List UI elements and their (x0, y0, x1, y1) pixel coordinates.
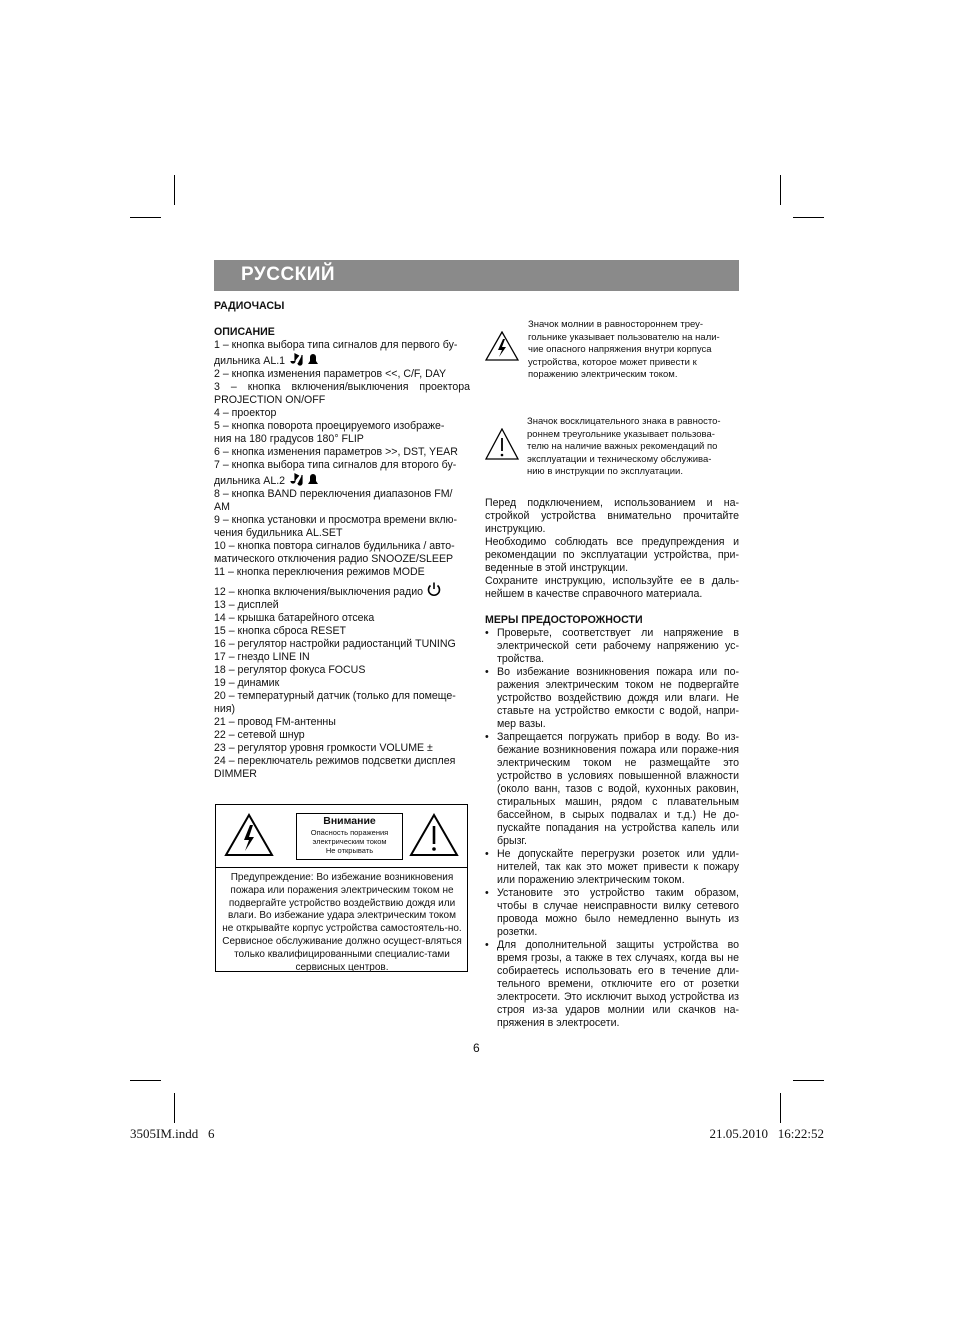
list-item: 18 – регулятор фокуса FOCUS (214, 664, 366, 676)
list-item: 5 – кнопка поворота проецируемого изображе- (214, 420, 445, 432)
precaution-item: • Не допускайте перегрузки розеток или удли-нителей, так как это может привести к пожару или поражению электрическим током. (485, 848, 739, 887)
text-line: устройства, которое может привести к (528, 356, 697, 368)
list-item: 2 – кнопка изменения параметров <<, C/F, DAY (214, 368, 447, 380)
section-header (214, 260, 739, 291)
description-list (214, 339, 470, 781)
list-item: 9 – кнопка установки и просмотра времени вклю- (214, 514, 457, 526)
list-item: 15 – кнопка сброса RESET (214, 625, 346, 637)
list-item: 1 – кнопка выбора типа сигналов для первого бу- (214, 339, 458, 351)
footer-datetime: 21.05.2010 16:22:52 (709, 1126, 824, 1141)
text-line: Значок молнии в равностороннем треу- (528, 319, 704, 330)
list-item: ния на 180 градусов 180° FLIP (214, 433, 364, 445)
right-column (485, 497, 739, 1030)
crop-mark (130, 217, 161, 218)
alarm-tone-icon (288, 472, 320, 486)
list-item: 4 – проектор (214, 407, 277, 419)
precaution-item: • Проверьте, соответствует ли напряжение в электрической сети рабочему напряжению ус-тройства. (485, 627, 739, 666)
warning-text: Предупреждение: Во избежание возникновения пожара или поражения электрическим током не подвергайте устройство воздействию дождя или влаги. Во избежание удара электрическим током не открывайте корпус устройства самостоятель-но. Сервисное обслуживание должно осущест-вляться только квалифицированными специалис-тами сервисных центров. (222, 872, 462, 973)
list-item: 3 – кнопка включения/выключения проектора (214, 381, 470, 393)
list-item: 8 – кнопка BAND переключения диапазонов FM/ (214, 488, 453, 500)
list-item: DIMMER (214, 768, 257, 780)
attention-label (296, 813, 403, 860)
attention-line: Опасность поражения (310, 828, 389, 837)
crop-mark (174, 1093, 175, 1123)
list-item: дильника AL.1 (214, 352, 470, 368)
power-icon (426, 581, 442, 597)
alarm-tone-icon (288, 352, 320, 366)
list-item: 13 – дисплей (214, 599, 279, 611)
lightning-warning-icon (224, 813, 274, 857)
text-line: гольнике указывает пользователю на нали- (528, 331, 720, 343)
intro-paragraph: Сохраните инструкцию, используйте ее в даль-нейшем в качестве справочного материала. (485, 575, 739, 600)
list-item: 17 – гнездо LINE IN (214, 651, 310, 663)
list-item: AM (214, 501, 230, 513)
crop-mark (793, 1080, 824, 1081)
list-item: 12 – кнопка включения/выключения радио (214, 581, 470, 599)
list-item: 22 – сетевой шнур (214, 729, 305, 741)
list-item: дильника AL.2 (214, 472, 470, 488)
exclamation-description (527, 416, 739, 479)
list-item: 20 – температурный датчик (только для помеще- (214, 690, 456, 702)
precaution-item: • Во избежание возникновения пожара или по-ражения электрическим током не подвергайте устройство воздействию дождя или влаги. Не ставьте на устройство емкости с водой, напри-мер вазы. (485, 666, 739, 731)
footer-file: 3505IM.indd 6 (130, 1126, 215, 1141)
list-item: 23 – регулятор уровня громкости VOLUME ± (214, 742, 433, 754)
list-item: 21 – провод FM-антенны (214, 716, 336, 728)
crop-mark (780, 1093, 781, 1123)
attention-line: электрическим током (312, 837, 387, 846)
attention-line: Не открывать (325, 846, 374, 855)
list-item: 7 – кнопка выбора типа сигналов для второго бу- (214, 459, 457, 471)
exclamation-warning-icon (409, 813, 459, 857)
list-item: ния) (214, 703, 236, 715)
description-heading: ОПИСАНИЕ (214, 326, 275, 338)
page-number: 6 (473, 1041, 480, 1055)
text-line: эксплуатации и техническому обслужива- (527, 453, 712, 465)
crop-mark (780, 175, 781, 205)
warning-box (215, 804, 468, 972)
list-item: 19 – динамик (214, 677, 280, 689)
intro-paragraph: Перед подключением, использованием и на-стройкой устройства внимательно прочитайте инструкцию. (485, 497, 739, 535)
crop-mark (174, 175, 175, 205)
text-line: телю на наличие важных рекомендаций по (527, 441, 718, 453)
list-item: 14 – крышка батарейного отсека (214, 612, 375, 624)
lightning-description (528, 319, 738, 382)
text-line: поражению электрическим током. (528, 369, 678, 381)
list-item: 24 – переключатель режимов подсветки дисплея (214, 755, 456, 767)
text-line: чие опасного напряжения внутри корпуса (528, 344, 712, 356)
precautions-heading: МЕРЫ ПРЕДОСТОРОЖНОСТИ (485, 614, 643, 626)
list-item: 6 – кнопка изменения параметров >>, DST, YEAR (214, 446, 458, 458)
crop-mark (793, 217, 824, 218)
list-item: PROJECTION ON/OFF (214, 394, 326, 406)
list-item: 11 – кнопка переключения режимов MODE (214, 566, 425, 578)
lightning-warning-icon (485, 331, 519, 361)
intro-paragraph: Необходимо соблюдать все предупреждения и рекомендации по эксплуатации устройства, при-веденные в этой инструкции. (485, 536, 739, 574)
list-item: 16 – регулятор настройки радиостанций TUNING (214, 638, 456, 650)
left-column (214, 300, 470, 781)
doc-title: РАДИОЧАСЫ (214, 300, 285, 312)
section-title: РУССКИЙ (241, 264, 336, 285)
text-line: роннем треугольнике указывает пользова- (527, 428, 715, 440)
list-item: 10 – кнопка повтора сигналов будильника / авто- (214, 540, 455, 552)
exclamation-warning-icon (485, 428, 519, 460)
list-item: матического отключения радио SNOOZE/SLEEP (214, 553, 454, 565)
crop-mark (130, 1080, 161, 1081)
attention-title: Внимание (323, 815, 376, 827)
precaution-item: • Для дополнительной защиты устройства во время грозы, а также в тех случаях, когда вы не собираетесь использовать его в течение дли-тельного времени, отключите его от розетки электросети. Это исключит выход устройства из строя из-за ударов молнии или скачков на-пряжения в электросети. (485, 939, 739, 1030)
text-line: Значок восклицательного знака в равносто- (527, 416, 721, 427)
precaution-item: • Установите это устройство таким образом, чтобы в случае неисправности вилку сетевого провода можно было немедленно вынуть из розетки. (485, 887, 739, 939)
precaution-item: • Запрещается погружать прибор в воду. Во из-бежание возникновения пожара или пораже-ния электрическим током не размещайте это устройство в условиях повышенной влажности (около ванн, тазов с водой, кухонных раковин, стиральных машин, рядом с плавательным бассейном, в сырых подвалах и т.д.) Не до-пускайте попадания на устройства капель или брызг. (485, 731, 739, 848)
text-line: нию в инструкции по эксплуатации. (527, 466, 683, 478)
warning-box-header (216, 805, 467, 868)
list-item: чения будильника AL.SET (214, 527, 343, 539)
